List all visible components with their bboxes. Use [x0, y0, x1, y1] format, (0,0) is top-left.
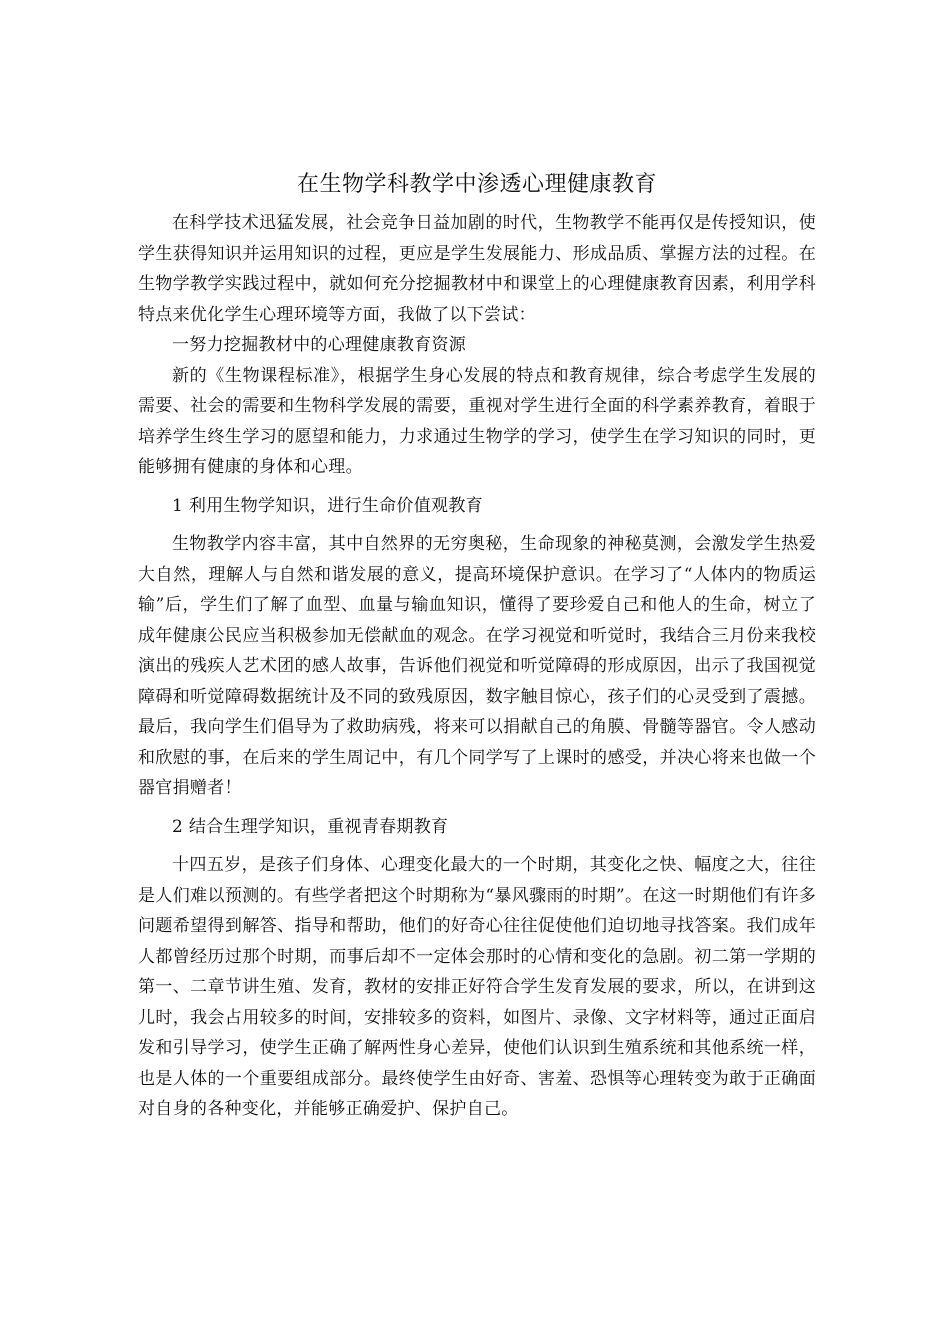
section-1-paragraph: 新的《生物课程标准》，根据学生身心发展的特点和教育规律，综合考虑学生发展的需要、社会的需要和生物科学发展的需要，重视对学生进行全面的科学素养教育，着眼于培养学生终生学习的愿望和能力，力求通过生物学的学习，使学生在学习知识的同时，更能够拥有健康的身体和心理。	[138, 365, 816, 477]
subsection-heading-2: 2 结合生理学知识，重视青春期教育	[172, 816, 449, 837]
section-heading-1: 一努力挖掘教材中的心理健康教育资源	[172, 335, 467, 355]
document-title: 在生物学科教学中渗透心理健康教育	[296, 172, 657, 197]
subsection-heading-1: 1 利用生物学知识，进行生命价值观教育	[172, 495, 483, 516]
subsection-1-paragraph: 生物教学内容丰富，其中自然界的无穷奥秘，生命现象的神秘莫测，会激发学生热爱大自然，理解人与自然和谐发展的意义，提高环境保护意识。在学习了“人体内的物质运输”后，学生们了解了血型、血量与输血知识，懂得了要珍爱自己和他人的生命，树立了成年健康公民应当积极参加无偿献血的观念。在学习视觉和听觉时，我结合三月份来我校演出的残疾人艺术团的感人故事，告诉他们视觉和听觉障碍的形成原因，出示了我国视觉障碍和听觉障碍数据统计及不同的致残原因，数字触目惊心，孩子们的心灵受到了震撼。最后，我向学生们倡导为了救助病残，将来可以捐献自己的角膜、骨髓等器官。令人感动和欣慰的事，在后来的学生周记中，有几个同学写了上课时的感受，并决心将来也做一个器官捐赠者！	[138, 534, 816, 798]
document-page	[138, 168, 816, 1125]
subsection-2-paragraph: 十四五岁，是孩子们身体、心理变化最大的一个时期，其变化之快、幅度之大，往往是人们难以预测的。有些学者把这个时期称为“暴风骤雨的时期”。在这一时期他们有许多问题希望得到解答、指导和帮助，他们的好奇心往往促使他们迫切地寻找答案。我们成年人都曾经历过那个时期，而事后却不一定体会那时的心情和变化的急剧。初二第一学期的第一、二章节讲生殖、发育，教材的安排正好符合学生发育发展的要求，所以，在讲到这儿时，我会占用较多的时间，安排较多的资料，如图片、录像、文字材料等，通过正面启发和引导学习，使学生正确了解两性身心差异，使他们认识到生殖系统和其他系统一样，也是人体的一个重要组成部分。最终使学生由好奇、害羞、恐惧等心理转变为敢于正确面对自身的各种变化，并能够正确爱护、保护自己。	[138, 855, 816, 1119]
intro-paragraph: 在科学技术迅猛发展，社会竞争日益加剧的时代，生物教学不能再仅是传授知识，使学生获得知识并运用知识的过程，更应是学生发展能力、形成品质、掌握方法的过程。在生物学教学实践过程中，就如何充分挖掘教材中和课堂上的心理健康教育因素，利用学科特点来优化学生心理环境等方面，我做了以下尝试：	[138, 213, 816, 325]
